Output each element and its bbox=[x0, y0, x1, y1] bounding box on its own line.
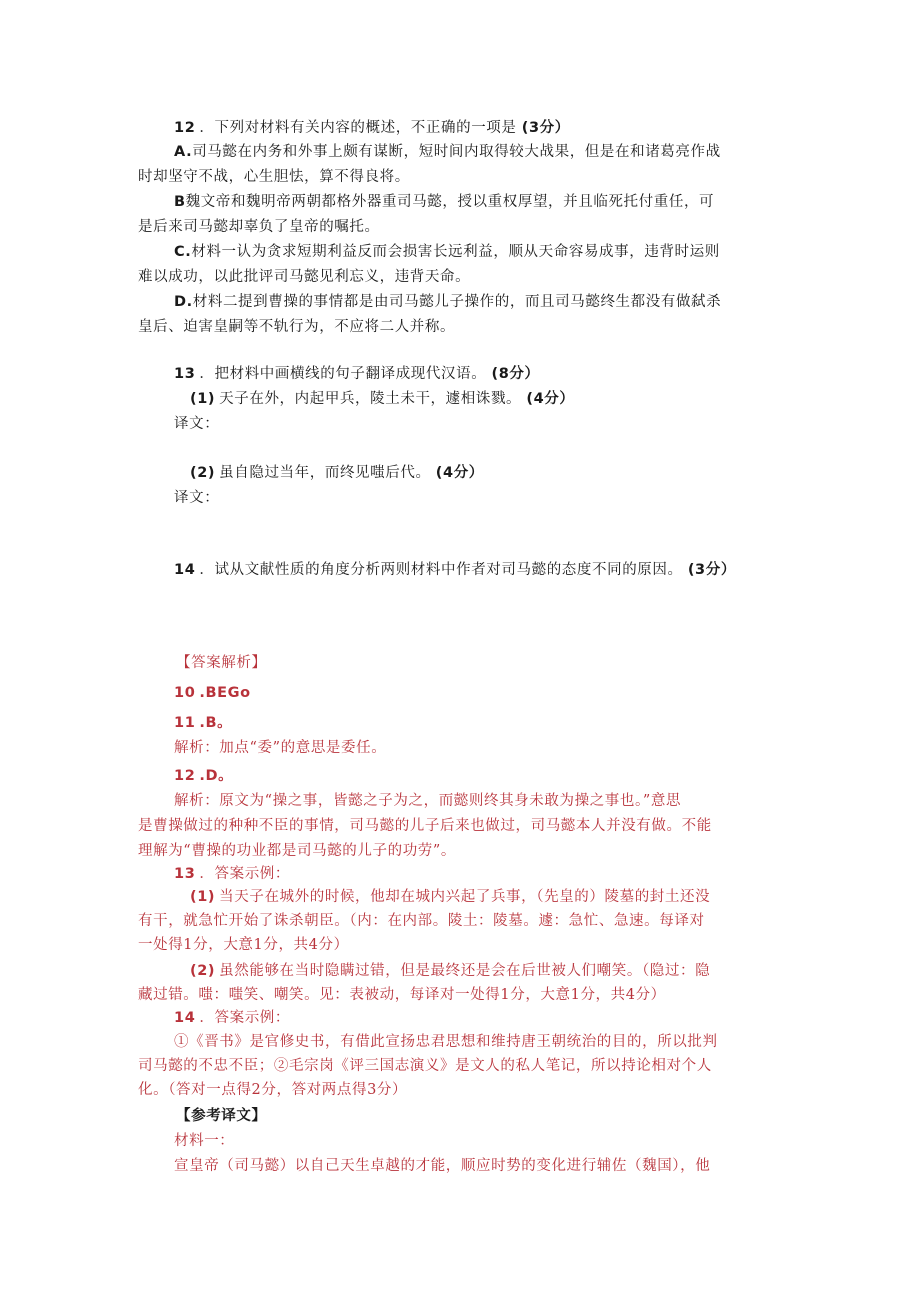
answer-13-1-line-1: (1) 当天子在城外的时候，他却在城内兴起了兵事，（先皇的）陵墓的封土还没 bbox=[190, 889, 711, 905]
question-12-option-a-cont: 时却坚守不战，心生胆怯，算不得良将。 bbox=[138, 169, 410, 185]
question-13-sentence-1: (1) 天子在外，内起甲兵，陵土未干，遽相诛戮。 (4分） bbox=[190, 391, 575, 407]
answer-12-analysis-line-3: 理解为“曹操的功业都是司马懿的儿子的功劳”。 bbox=[138, 843, 457, 859]
answer-12-analysis-line-2: 是曹操做过的种种不臣的事情，司马懿的儿子后来也做过，司马懿本人并没有做。不能 bbox=[138, 818, 712, 834]
answer-14-line-3: 化。（答对一点得2分，答对两点得3分） bbox=[138, 1082, 408, 1098]
question-13-sentence-2: (2) 虽自隐过当年，而终见嗤后代。 (4分） bbox=[190, 465, 484, 481]
question-12-stem: 12 ．下列对材料有关内容的概述，不正确的一项是 (3分） bbox=[174, 120, 570, 136]
answer-analysis-heading: 【答案解析】 bbox=[176, 655, 267, 671]
answer-13-2-line-2: 藏过错。嗤：嗤笑、嘲笑。见：表被动，每译对一处得1分，大意1分，共4分） bbox=[138, 987, 666, 1003]
answer-13-1-line-3: 一处得1分，大意1分，共4分） bbox=[138, 937, 349, 953]
reference-translation-line-1: 宣皇帝（司马懿）以自己天生卓越的才能，顺应时势的变化进行辅佐（魏国），他 bbox=[174, 1158, 711, 1174]
answer-12-analysis-line-1: 解析：原文为“操之事，皆懿之子为之，而懿则终其身未敢为操之事也。”意思 bbox=[174, 793, 682, 809]
answer-14-line-1: ①《晋书》是官修史书，有借此宣扬忠君思想和维持唐王朝统治的目的，所以批判 bbox=[174, 1034, 718, 1050]
question-12-option-a: A.司马懿在内务和外事上颇有谋断，短时间内取得较大战果，但是在和诸葛亮作战 bbox=[174, 144, 721, 160]
answer-14-line-2: 司马懿的不忠不臣；②毛宗岗《评三国志演义》是文人的私人笔记，所以持论相对个人 bbox=[138, 1058, 712, 1074]
answer-14-heading: 14 ．答案示例： bbox=[174, 1010, 290, 1026]
answer-10: 10 .BEGo bbox=[174, 685, 251, 701]
answer-12: 12 .D。 bbox=[174, 768, 234, 784]
answer-11-analysis: 解析：加点“委”的意思是委任。 bbox=[174, 740, 387, 756]
question-12-option-c: C.材料一认为贪求短期利益反而会损害长远利益，顺从天命容易成事，违背时运则 bbox=[174, 244, 720, 260]
question-12-option-b-cont: 是后来司马懿却辜负了皇帝的嘱托。 bbox=[138, 219, 380, 235]
answer-13-2-line-1: (2) 虽然能够在当时隐瞒过错，但是最终还是会在后世被人们嘲笑。（隐过：隐 bbox=[190, 963, 711, 979]
question-14-stem: 14 ．试从文献性质的角度分析两则材料中作者对司马懿的态度不同的原因。 (3分） bbox=[174, 562, 736, 578]
answer-13-heading: 13 ．答案示例： bbox=[174, 866, 290, 882]
question-12-option-d-cont: 皇后、迫害皇嗣等不轨行为，不应将二人并称。 bbox=[138, 319, 456, 335]
question-13-stem: 13 ．把材料中画横线的句子翻译成现代汉语。 (8分） bbox=[174, 366, 540, 382]
reference-translation-heading: 【参考译文】 bbox=[176, 1108, 267, 1124]
question-12-option-d: D.材料二提到曹操的事情都是由司马懿儿子操作的，而且司马懿终生都没有做弑杀 bbox=[174, 294, 722, 310]
question-12-option-c-cont: 难以成功，以此批评司马懿见利忘义，违背天命。 bbox=[138, 269, 471, 285]
question-13-answer-label-1: 译文： bbox=[174, 416, 220, 432]
answer-13-1-line-2: 有干，就急忙开始了诛杀朝臣。（内：在内部。陵土：陵墓。遽：急忙、急速。每译对 bbox=[138, 913, 705, 929]
answer-11: 11 .B。 bbox=[174, 715, 233, 731]
reference-material-label: 材料一： bbox=[174, 1133, 235, 1149]
question-13-answer-label-2: 译文： bbox=[174, 490, 220, 506]
question-12-option-b: B魏文帝和魏明帝两朝都格外器重司马懿，授以重权厚望，并且临死托付重任，可 bbox=[174, 194, 715, 210]
